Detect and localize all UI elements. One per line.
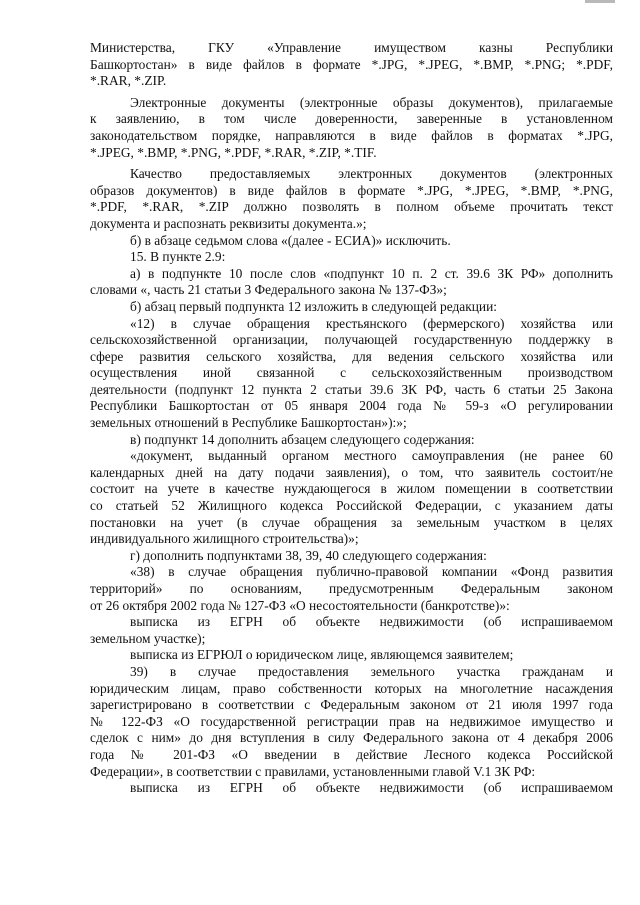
paragraph-egrul-extract: выписка из ЕГРЮЛ о юридическом лице, являющемся заявителем; — [130, 647, 514, 663]
text-line: выписка из ЕГРН об объекте недвижимости (об испрашиваемом — [130, 780, 613, 796]
text-line: Электронные документы (электронные образы документов), прилагаемые — [130, 94, 613, 110]
text-line: сфере развития сельского хозяйства, для ведения сельского хозяйства или — [90, 348, 613, 364]
paragraph-clause-15: 15. В пункте 2.9: — [130, 249, 226, 265]
paragraph-housing-document — [90, 448, 613, 548]
text-line: «38) в случае обращения публично-правовой компании «Фонд развития — [130, 564, 613, 580]
text-line: 39) в случае предоставления земельного участка гражданам и — [130, 663, 613, 679]
text-line: Министерства, ГКУ «Управление имуществом казны Республики — [90, 40, 613, 55]
text-line: со статьей 52 Жилищного кодекса Российской Федерации, с указанием даты — [90, 498, 613, 514]
text-line: постановки на учет (в случае обращения за земельным участком в целях — [90, 514, 613, 530]
paragraph-document-quality — [90, 166, 613, 232]
text-line: зарегистрировано в соответствии с Федеральным законом от 21 июля 1997 года — [90, 697, 613, 713]
paragraph-subclause-g: г) дополнить подпунктами 38, 39, 40 следующего содержания: — [130, 547, 487, 563]
text-line: законодательством порядке, направляются в виде файлов в форматах *.JPG, — [90, 127, 613, 143]
text-line: к заявлению, в том числе доверенности, заверенные в установленном — [90, 111, 613, 127]
paragraph-owner-files — [90, 40, 613, 90]
text-line: года № 201-ФЗ «О введении в действие Лесного кодекса Российской — [90, 746, 613, 762]
text-line: Башкортостан» в виде файлов в формате *.JPG, *.JPEG, *.BMP, *.PNG; *.PDF, — [90, 56, 613, 72]
text-line: от 26 октября 2002 года № 127-ФЗ «О несостоятельности (банкротстве)»: — [90, 597, 510, 613]
text-line: состоит на учете в качестве нуждающегося в жилом помещении в соответствии — [90, 481, 613, 497]
text-line: деятельности (подпункт 12 пункта 2 статьи 39.6 ЗК РФ, часть 6 статьи 25 Закона — [90, 381, 613, 397]
text-line: календарных дней на дату подачи заявления), о том, что заявитель состоит/не — [90, 464, 613, 480]
paragraph-egrn-extract — [90, 614, 613, 647]
text-line: *.PDF, *.RAR, *.ZIP должно позволять в полном объеме прочитать текст — [90, 199, 613, 215]
paragraph-item-12 — [90, 316, 613, 432]
text-line: словами «, часть 21 статьи 3 Федерального закона № 137-ФЗ»; — [90, 282, 447, 298]
paragraph-egrn-extract-continued — [90, 780, 613, 797]
paragraph-subclause-b: б) абзац первый подпункта 12 изложить в следующей редакции: — [130, 298, 497, 314]
text-line: «документ, выданный органом местного самоуправления (не ранее 60 — [130, 448, 613, 464]
text-line: территорий» по основаниям, предусмотренным Федеральным законом — [90, 581, 613, 596]
paragraph-electronic-documents — [90, 95, 613, 161]
text-line: осуществления иной связанной с сельскохозяйственным производством — [90, 365, 613, 381]
text-line: Федерации», в соответствии с правилами, установленными главой V.1 ЗК РФ: — [90, 763, 536, 779]
paragraph-esia-removal: б) в абзаце седьмом слова «(далее - ЕСИА)» исключить. — [130, 232, 451, 248]
text-line: сельскохозяйственной организации, получающей государственную поддержку в — [90, 332, 613, 348]
paragraph-item-38 — [90, 564, 613, 614]
paragraph-subclause-a — [90, 266, 613, 299]
text-line: земельных отношений в Республике Башкортостан»):»; — [90, 415, 407, 431]
paragraph-subclause-v: в) подпункт 14 дополнить абзацем следующего содержания: — [130, 431, 475, 447]
text-line: земельном участке); — [90, 630, 206, 646]
text-line: юридическим лицам, право собственности которых на многолетние насаждения — [90, 680, 613, 696]
text-line: *.JPEG, *.BMP, *.PNG, *.PDF, *.RAR, *.ZIP, *.TIF. — [90, 144, 377, 160]
text-line: документа и распознать реквизиты документа.»; — [90, 215, 367, 231]
text-line: Республики Башкортостан от 05 января 2004 года № 59-з «О регулировании — [90, 398, 613, 414]
text-line: образов документов) в виде файлов в формате *.JPG, *.JPEG, *.BMP, *.PNG, — [90, 182, 613, 198]
text-line: сделок с ним» до дня вступления в силу Федерального закона от 4 декабря 2006 — [90, 730, 613, 746]
document-body — [90, 40, 613, 797]
text-line: «12) в случае обращения крестьянского (фермерского) хозяйства или — [130, 315, 613, 331]
scan-edge-mark — [585, 0, 615, 3]
text-line: индивидуального жилищного строительства)»; — [90, 531, 359, 547]
text-line: № 122-ФЗ «О государственной регистрации прав на недвижимое имущество и — [90, 713, 613, 729]
text-line: Качество предоставляемых электронных документов (электронных — [130, 166, 613, 182]
text-line: *.RAR, *.ZIP. — [90, 73, 167, 89]
text-line: выписка из ЕГРН об объекте недвижимости (об испрашиваемом — [130, 614, 613, 630]
paragraph-item-39 — [90, 664, 613, 780]
text-line: а) в подпункте 10 после слов «подпункт 10 п. 2 ст. 39.6 ЗК РФ» дополнить — [130, 265, 613, 281]
